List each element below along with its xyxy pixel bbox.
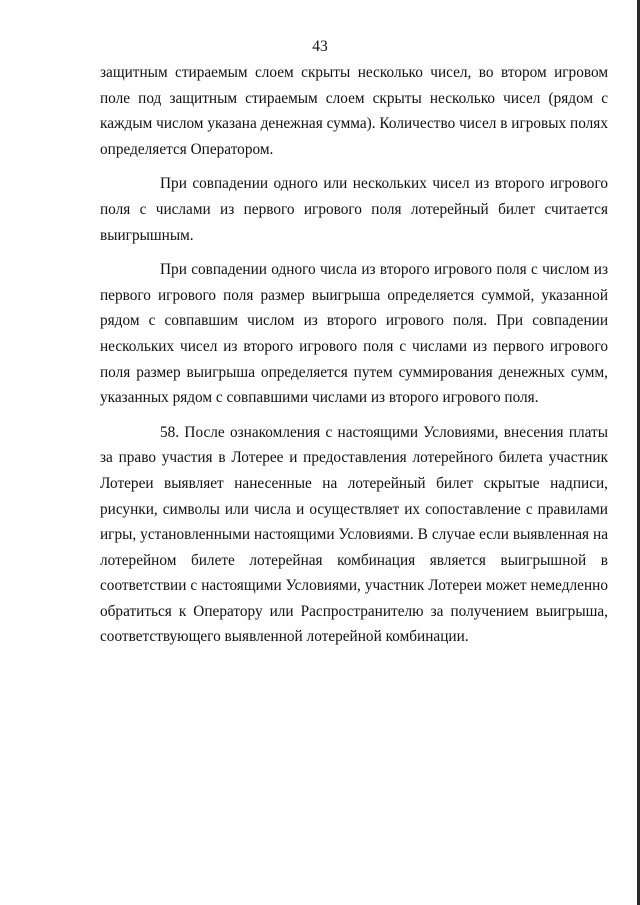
paragraph-prize-amount: При совпадении одного числа из второго игрового поля с числом из первого игрового поля размер выигрыша определяется суммой, указанной рядом с совпавшим числом из второго игрового поля. При совпадении нескольких чисел из второго игрового поля с числами из первого игрового поля размер выигрыша определяется путем суммирования денежных сумм, указанных рядом с совпавшими числами из второго игрового поля. <box>100 261 608 407</box>
document-body <box>100 60 608 659</box>
paragraph-winning-condition: При совпадении одного или нескольких чисел из второго игрового поля с числами из первого игрового поля лотерейный билет считается выигрышным. <box>100 175 608 244</box>
page-number: 43 <box>312 38 328 55</box>
paragraph-continuation: защитным стираемым слоем скрыты несколько чисел, во втором игровом поле под защитным стираемым слоем скрыты несколько чисел (рядом с каждым числом указана денежная сумма). Количество чисел в игровых полях определяется Оператором. <box>100 64 608 158</box>
paragraph-clause-58: 58. После ознакомления с настоящими Условиями, внесения платы за право участия в Лотерее и предоставления лотерейного билета участник Лотереи выявляет нанесенные на лотерейный билет скрытые надписи, рисунки, символы или числа и осуществляет их сопоставление с правилами игры, установленными настоящими Условиями. В случае если выявленная на лотерейном билете лотерейная комбинация является выигрышной в соответствии с настоящими Условиями, участник Лотереи может немедленно обратиться к Оператору или Распространителю за получением выигрыша, соответствующего выявленной лотерейной комбинации. <box>100 423 608 646</box>
